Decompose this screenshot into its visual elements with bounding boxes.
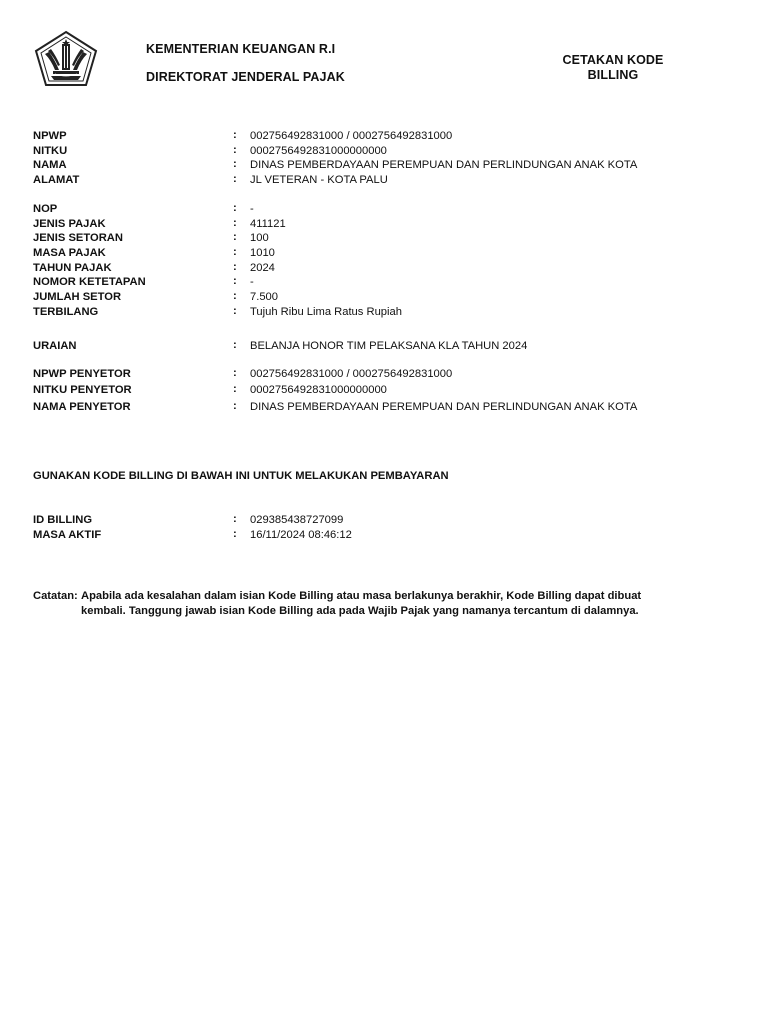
field-row-uraian <box>33 339 733 354</box>
field-separator: : <box>233 216 237 229</box>
field-separator: : <box>233 367 237 379</box>
field-label: NITKU PENYETOR <box>33 384 132 396</box>
field-label: MASA PAJAK <box>33 247 106 260</box>
field-separator: : <box>233 383 237 395</box>
field-label: NPWP PENYETOR <box>33 368 131 380</box>
field-label: ID BILLING <box>33 514 93 526</box>
field-value-npwp: 002756492831000 / 0002756492831000 <box>250 130 453 142</box>
document-title-line1: CETAKAN KODE <box>562 53 664 67</box>
payment-instruction: GUNAKAN KODE BILLING DI BAWAH INI UNTUK MELAKUKAN PEMBAYARAN <box>33 470 449 482</box>
document-title-line2: BILLING <box>587 68 639 82</box>
field-value-npwp-penyetor: 002756492831000 / 0002756492831000 <box>250 368 453 380</box>
field-value-nama: DINAS PEMBERDAYAAN PEREMPUAN DAN PERLINDUNGAN ANAK KOTA <box>250 159 638 172</box>
field-value-id-billing: 029385438727099 <box>250 514 344 526</box>
field-value-jumlah-setor: 7.500 <box>250 291 278 304</box>
taxpayer-section <box>33 129 733 188</box>
field-separator: : <box>233 158 237 171</box>
field-label: NAMA PENYETOR <box>33 401 131 413</box>
field-separator: : <box>233 260 237 273</box>
field-value-nop: - <box>250 203 254 215</box>
field-separator: : <box>233 275 237 288</box>
depositor-section <box>33 367 733 415</box>
field-label: JENIS PAJAK <box>33 217 106 230</box>
field-value-nitku-penyetor: 0002756492831000000000 <box>250 384 387 396</box>
field-row-jenis-pajak <box>33 217 733 232</box>
field-separator: : <box>233 513 237 525</box>
field-value-masa-aktif: 16/11/2024 08:46:12 <box>250 528 352 541</box>
field-label: TERBILANG <box>33 305 99 318</box>
field-separator: : <box>233 143 237 156</box>
field-separator: : <box>233 400 237 412</box>
field-row-alamat <box>33 173 733 188</box>
field-row-nama-penyetor <box>33 400 733 415</box>
field-label: NOP <box>33 203 58 215</box>
billing-section <box>33 513 733 542</box>
field-separator: : <box>233 173 237 186</box>
description-section <box>33 339 733 354</box>
directorate-title: DIREKTORAT JENDERAL PAJAK <box>146 70 345 84</box>
field-separator: : <box>233 246 237 259</box>
field-label: JUMLAH SETOR <box>33 291 122 304</box>
field-separator: : <box>233 527 237 540</box>
field-row-jumlah-setor <box>33 290 733 305</box>
field-row-npwp-penyetor <box>33 367 733 383</box>
field-separator: : <box>233 231 237 244</box>
field-label: NOMOR KETETAPAN <box>33 276 146 289</box>
field-row-npwp <box>33 129 733 144</box>
field-row-tahun-pajak <box>33 261 733 276</box>
field-separator: : <box>233 129 237 141</box>
field-row-id-billing <box>33 513 733 528</box>
note-line2: kembali. Tanggung jawab isian Kode Billing ada pada Wajib Pajak yang namanya tercantum di dalamnya. <box>81 604 639 617</box>
ministry-of-finance-emblem-icon <box>33 30 99 88</box>
field-value-masa-pajak: 1010 <box>250 247 275 260</box>
field-row-nama <box>33 158 733 173</box>
field-label: URAIAN <box>33 340 77 352</box>
field-value-terbilang: Tujuh Ribu Lima Ratus Rupiah <box>250 305 402 318</box>
ministry-title: KEMENTERIAN KEUANGAN R.I <box>146 42 336 56</box>
field-row-nomor-ketetapan <box>33 275 733 290</box>
field-label: NAMA <box>33 159 67 172</box>
field-value-nomor-ketetapan: - <box>250 276 254 289</box>
document-title <box>550 53 676 83</box>
field-label: MASA AKTIF <box>33 528 102 541</box>
tax-details-section <box>33 202 733 320</box>
note-line1: Apabila ada kesalahan dalam isian Kode Billing atau masa berlakunya berakhir, Kode Billing dapat dibuat <box>81 590 642 602</box>
field-row-jenis-setoran <box>33 231 733 246</box>
field-row-nitku <box>33 144 733 159</box>
field-separator: : <box>233 339 237 351</box>
field-label: NITKU <box>33 144 68 157</box>
field-value-tahun-pajak: 2024 <box>250 261 275 274</box>
field-value-alamat: JL VETERAN - KOTA PALU <box>250 174 388 187</box>
field-label: JENIS SETORAN <box>33 232 123 245</box>
field-row-terbilang <box>33 305 733 320</box>
field-separator: : <box>233 290 237 303</box>
field-label: TAHUN PAJAK <box>33 261 112 274</box>
field-value-nitku: 0002756492831000000000 <box>250 144 387 157</box>
field-value-jenis-pajak: 411121 <box>250 217 286 230</box>
field-row-nitku-penyetor <box>33 383 733 400</box>
field-row-masa-aktif <box>33 528 733 543</box>
field-row-masa-pajak <box>33 246 733 261</box>
field-label: ALAMAT <box>33 174 80 187</box>
field-value-nama-penyetor: DINAS PEMBERDAYAAN PEREMPUAN DAN PERLINDUNGAN ANAK KOTA <box>250 401 638 413</box>
field-row-nop <box>33 202 733 217</box>
field-label: NPWP <box>33 130 67 142</box>
field-separator: : <box>233 304 237 317</box>
field-value-jenis-setoran: 100 <box>250 232 269 245</box>
note-label: Catatan: <box>33 590 78 602</box>
field-value-uraian: BELANJA HONOR TIM PELAKSANA KLA TAHUN 2024 <box>250 340 528 352</box>
field-separator: : <box>233 202 237 214</box>
